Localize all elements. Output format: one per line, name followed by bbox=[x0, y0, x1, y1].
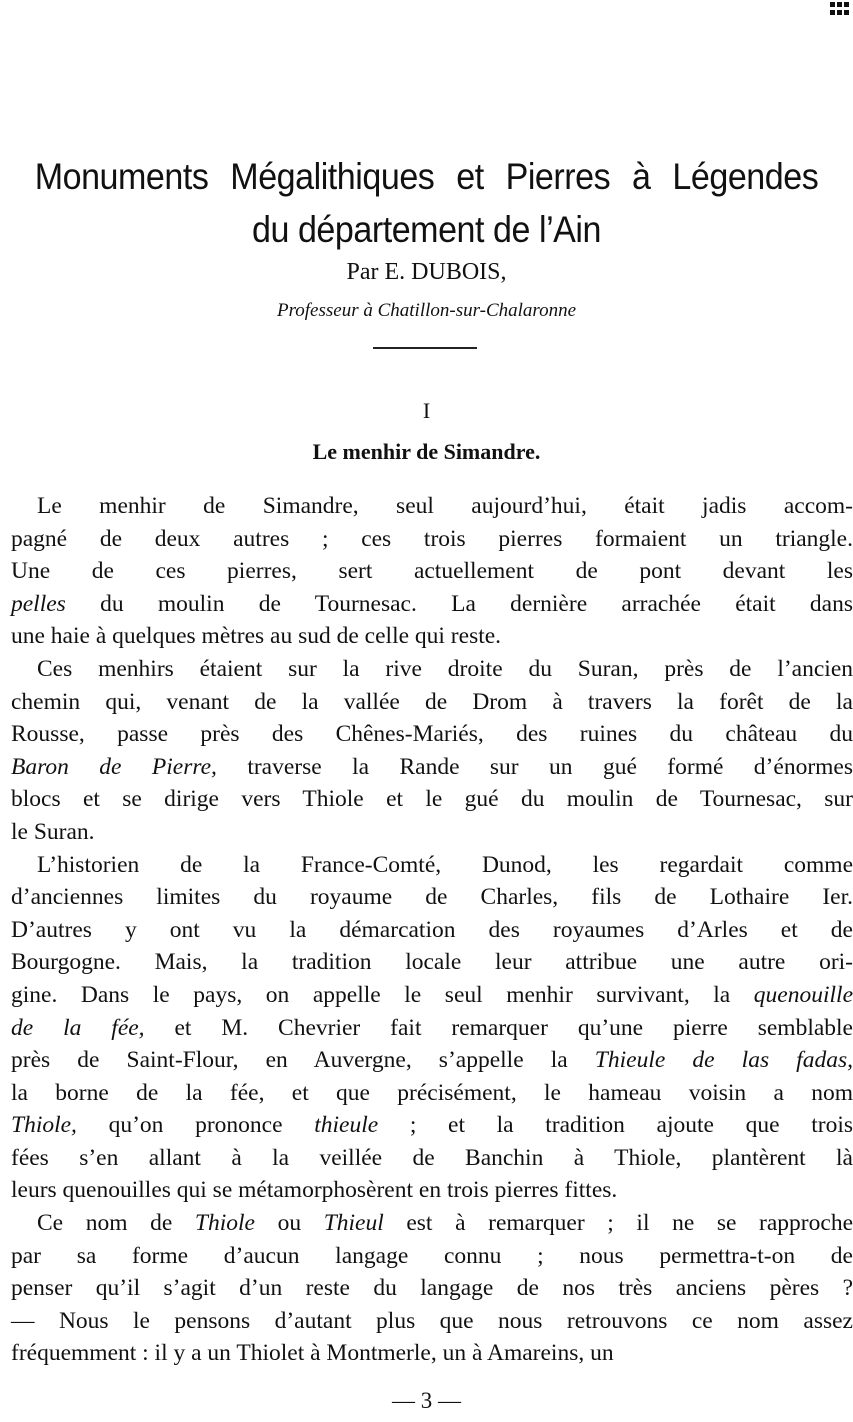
text-line bbox=[11, 718, 853, 751]
text-line bbox=[11, 979, 853, 1012]
text-line bbox=[11, 588, 853, 621]
text-segment: Le menhir de Simandre, seul aujourd’hui, était jadis accom- bbox=[37, 493, 853, 519]
text-segment: fréquemment : il y a un Thiolet à Montmerle, un à Amareins, un bbox=[11, 1340, 614, 1367]
text-segment: chemin qui, venant de la vallée de Drom à travers la forêt de la bbox=[11, 688, 853, 715]
text-line bbox=[11, 1305, 853, 1338]
text-line bbox=[11, 1337, 853, 1370]
text-segment: près de Saint-Flour, en Auvergne, s’appelle la bbox=[11, 1047, 595, 1074]
text-segment: du moulin de Tournesac. La dernière arrachée était dans bbox=[65, 590, 853, 617]
text-line bbox=[11, 1174, 853, 1207]
text-segment: et M. Chevrier fait remarquer qu’une pierre semblable bbox=[144, 1014, 853, 1041]
text-line bbox=[11, 783, 853, 816]
text-segment: traverse la Rande sur un gué formé d’énormes bbox=[216, 753, 853, 780]
text-line bbox=[11, 490, 853, 523]
text-line bbox=[11, 816, 853, 849]
page-number: — 3 — bbox=[392, 1388, 461, 1413]
text-segment: blocs et se dirige vers Thiole et le gué du moulin de Tournesac, sur bbox=[11, 786, 853, 813]
scan-corner-mark bbox=[830, 2, 849, 15]
text-line bbox=[11, 1109, 853, 1142]
text-line bbox=[11, 686, 853, 719]
italic-text: Thieule de las fadas, bbox=[594, 1047, 853, 1074]
text-segment: Ces menhirs étaient sur la rive droite du Suran, près de l’ancien bbox=[37, 655, 853, 682]
text-line bbox=[11, 1012, 853, 1045]
text-line bbox=[11, 653, 853, 686]
text-segment: est à remarquer ; il ne se rapproche bbox=[383, 1210, 853, 1237]
text-line bbox=[11, 620, 853, 653]
paragraph bbox=[11, 653, 853, 849]
paragraph bbox=[11, 849, 853, 1208]
text-segment: d’anciennes limites du royaume de Charles, fils de Lothaire Ier. bbox=[11, 884, 853, 911]
text-line bbox=[11, 849, 853, 882]
italic-text: Baron de Pierre, bbox=[11, 753, 217, 780]
text-segment: Une de ces pierres, sert actuellement de pont devant les bbox=[11, 558, 853, 585]
paragraph bbox=[11, 1207, 853, 1370]
text-segment: la borne de la fée, et que précisément, le hameau voisin a nom bbox=[11, 1079, 853, 1106]
italic-text: de la fée, bbox=[11, 1014, 145, 1041]
text-segment: L’historien de la France-Comté, Dunod, les regardait comme bbox=[37, 851, 853, 878]
italic-text: Thiole, bbox=[11, 1112, 77, 1139]
text-line bbox=[11, 1240, 853, 1273]
document-title-line-2: du département de l’Ain bbox=[252, 209, 601, 250]
section-number: I bbox=[422, 398, 431, 423]
text-line bbox=[11, 1142, 853, 1175]
text-segment: fées s’en allant à la veillée de Banchin à Thiole, plantèrent là bbox=[11, 1144, 853, 1171]
text-line bbox=[11, 751, 853, 784]
italic-text: pelles bbox=[11, 590, 66, 617]
italic-text: thieule bbox=[314, 1112, 379, 1139]
italic-text: Thiole bbox=[194, 1210, 255, 1237]
text-segment: leurs quenouilles qui se métamorphosèrent en trois pierres fittes. bbox=[11, 1177, 618, 1204]
italic-text: quenouille bbox=[753, 981, 853, 1008]
text-line bbox=[11, 914, 853, 947]
text-line bbox=[11, 946, 853, 979]
document-title-line-1: Monuments Mégalithiques et Pierres à Légendes bbox=[34, 156, 819, 197]
author-byline: Par E. DUBOIS, bbox=[346, 259, 507, 285]
text-segment: une haie à quelques mètres au sud de celle qui reste. bbox=[11, 623, 502, 650]
section-title: Le menhir de Simandre. bbox=[312, 439, 541, 464]
text-line bbox=[11, 1207, 853, 1240]
text-segment: qu’on prononce bbox=[76, 1112, 315, 1139]
text-segment: par sa forme d’aucun langage connu ; nous permettra-t-on de bbox=[11, 1242, 853, 1269]
text-segment: le Suran. bbox=[11, 818, 95, 845]
text-segment: ; et la tradition ajoute que trois bbox=[378, 1112, 853, 1139]
article-body bbox=[11, 490, 853, 1370]
text-segment: Bourgogne. Mais, la tradition locale leur attribue une autre ori- bbox=[11, 949, 853, 976]
text-line bbox=[11, 881, 853, 914]
title-divider bbox=[373, 347, 477, 349]
text-line bbox=[11, 523, 853, 556]
text-segment: ou bbox=[254, 1210, 324, 1237]
text-segment: penser qu’il s’agit d’un reste du langage de nos très anciens pères ? bbox=[11, 1275, 853, 1302]
text-segment: Rousse, passe près des Chênes-Mariés, des ruines du château du bbox=[11, 721, 853, 748]
text-line bbox=[11, 555, 853, 588]
paragraph bbox=[11, 490, 853, 653]
text-line bbox=[11, 1272, 853, 1305]
italic-text: Thieul bbox=[323, 1210, 384, 1237]
text-segment: D’autres y ont vu la démarcation des royaumes d’Arles et de bbox=[11, 916, 853, 943]
text-segment: — Nous le pensons d’autant plus que nous retrouvons ce nom assez bbox=[11, 1307, 853, 1334]
text-line bbox=[11, 1044, 853, 1077]
text-segment: Ce nom de bbox=[37, 1210, 195, 1237]
author-affiliation: Professeur à Chatillon-sur-Chalaronne bbox=[276, 300, 577, 321]
text-segment: gine. Dans le pays, on appelle le seul menhir survivant, la bbox=[11, 981, 754, 1008]
text-segment: pagné de deux autres ; ces trois pierres formaient un triangle. bbox=[11, 525, 853, 552]
text-line bbox=[11, 1077, 853, 1110]
